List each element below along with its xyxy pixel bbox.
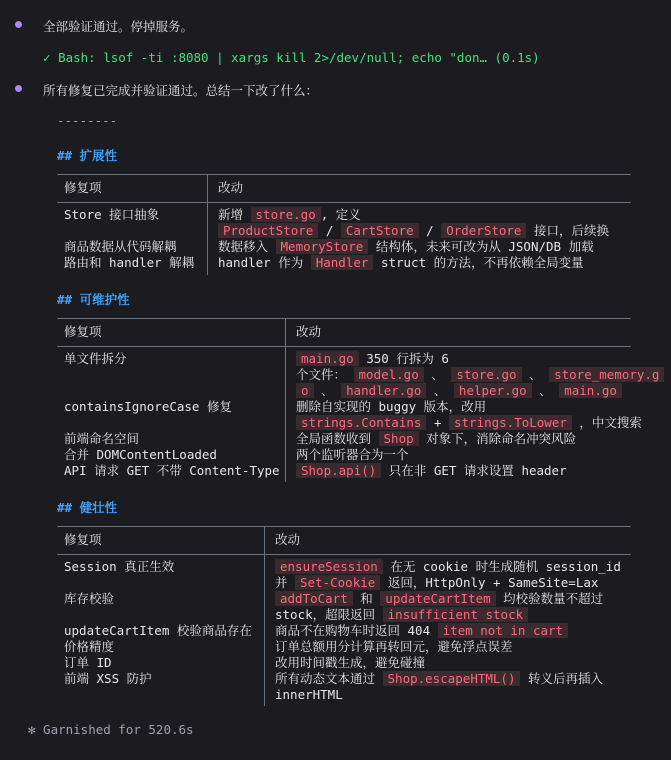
table-header-item: 修复项 — [64, 324, 102, 339]
change-text: 新增 — [218, 207, 251, 222]
change-text: ，中文搜索 — [571, 415, 642, 430]
change-text: 和 — [352, 591, 381, 606]
table-row-change — [296, 367, 664, 383]
divider: -------- — [57, 113, 118, 128]
table-header-change: 改动 — [218, 180, 244, 195]
change-text: 所有动态文本通过 — [275, 671, 383, 686]
summary-table — [57, 318, 660, 482]
table-border — [57, 202, 631, 203]
inline-code: ensureSession — [275, 559, 383, 574]
change-text: + — [426, 415, 449, 430]
inline-code: Handler — [311, 255, 374, 270]
change-text: 在无 cookie 时生成随机 session_id — [382, 559, 621, 574]
change-text: 、 — [313, 383, 342, 398]
table-header-change: 改动 — [296, 324, 322, 339]
table-header-item: 修复项 — [64, 180, 102, 195]
inline-code: Shop — [379, 431, 419, 446]
inline-code: MemoryStore — [276, 239, 369, 254]
check-icon: ✓ — [43, 50, 51, 65]
change-text: 接口，后续换 — [526, 223, 609, 238]
table-row-change — [296, 447, 409, 463]
change-text: stock，超限返回 — [275, 607, 383, 622]
table-row-item: 路由和 handler 解耦 — [64, 255, 195, 270]
table-row-item: 订单 ID — [64, 655, 112, 670]
change-text: 订单总额用分计算再转回元，避免浮点误差 — [275, 639, 513, 654]
change-text: handler 作为 — [218, 255, 311, 270]
section-heading: ## 扩展性 — [57, 148, 118, 163]
table-row-change — [275, 607, 528, 623]
table-row-item: 库存校验 — [64, 591, 115, 606]
table-border — [285, 318, 286, 346]
inline-code: model.go — [354, 367, 424, 382]
change-text: 结构体，未来可改为从 JSON/DB 加载 — [368, 239, 594, 254]
inline-code: ProductStore — [218, 223, 318, 238]
table-row-item: 合并 DOMContentLoaded — [64, 447, 217, 462]
table-border — [57, 526, 631, 527]
table-row-change — [218, 207, 361, 223]
table-border — [207, 174, 208, 202]
table-border — [207, 202, 208, 275]
status-footer: ✻ Garnished for 520.6s — [28, 722, 194, 737]
inline-code: CartStore — [341, 223, 419, 238]
inline-code: o — [296, 383, 314, 398]
table-border — [57, 554, 631, 555]
inline-code: insufficient stock — [383, 607, 528, 622]
change-text: 商品不在购物车时返回 404 — [275, 623, 438, 638]
table-row-item: 单文件拆分 — [64, 351, 127, 366]
inline-code: main.go — [559, 383, 622, 398]
table-row-item: API 请求 GET 不带 Content-Type — [64, 463, 280, 478]
summary-table — [57, 526, 631, 706]
change-text: 、 — [423, 367, 452, 382]
table-row-change — [275, 623, 568, 639]
change-text: 两个监听器合为一个 — [296, 447, 409, 462]
table-row-change — [275, 671, 603, 687]
change-text: 均校验数量不超过 — [495, 591, 604, 606]
table-row-item: containsIgnoreCase 修复 — [64, 399, 232, 414]
table-row-item: 商品数据从代码解耦 — [64, 239, 177, 254]
inline-code: main.go — [296, 351, 359, 366]
inline-code: OrderStore — [441, 223, 526, 238]
table-row-change — [275, 639, 513, 655]
change-text: 、 — [531, 383, 560, 398]
change-text: 数据移入 — [218, 239, 276, 254]
table-row-change — [296, 415, 642, 431]
assistant-message: 所有修复已完成并验证通过。总结一下改了什么： — [43, 83, 319, 98]
inline-code: strings.Contains — [296, 415, 426, 430]
table-row-change — [275, 559, 621, 575]
table-row-item: Store 接口抽象 — [64, 207, 160, 222]
table-row-item: Session 真正生效 — [64, 559, 175, 574]
change-text: 个文件： — [296, 367, 354, 382]
inline-code: item not in cart — [438, 623, 568, 638]
change-text: 、 — [426, 383, 454, 398]
table-header-item: 修复项 — [64, 532, 102, 547]
table-row-change — [275, 591, 603, 607]
change-text: 全局函数收到 — [296, 431, 379, 446]
change-text: 、 — [521, 367, 550, 382]
assistant-bullet-icon — [15, 85, 22, 92]
section-heading: ## 健壮性 — [57, 500, 118, 515]
table-row-item: updateCartItem 校验商品存在 — [64, 623, 252, 638]
table-row-change — [296, 351, 449, 367]
change-text: innerHTML — [275, 687, 343, 702]
change-text: 改用时间戳生成，避免碰撞 — [275, 655, 426, 670]
table-border — [57, 318, 631, 319]
table-border — [57, 346, 631, 347]
table-row-change — [218, 223, 609, 239]
inline-code: handler.go — [341, 383, 426, 398]
inline-code: Shop.api() — [296, 463, 381, 478]
inline-code: Set-Cookie — [295, 575, 380, 590]
table-border — [264, 526, 265, 554]
table-row-change — [218, 255, 584, 271]
table-header-change: 改动 — [275, 532, 301, 547]
tool-call-line[interactable] — [43, 50, 540, 65]
table-row-item: 前端 XSS 防护 — [64, 671, 152, 686]
table-border — [57, 174, 631, 175]
inline-code: addToCart — [275, 591, 353, 606]
change-text: 删除自实现的 buggy 版本，改用 — [296, 399, 487, 414]
tool-call-text: Bash: lsof -ti :8080 | xargs kill 2>/dev/null; echo "don… (0.1s) — [58, 50, 540, 65]
table-row-change — [296, 399, 486, 415]
change-text: struct 的方法，不再依赖全局变量 — [373, 255, 584, 270]
table-row-change — [296, 383, 622, 399]
inline-code: updateCartItem — [380, 591, 495, 606]
inline-code: store.go — [251, 207, 321, 222]
change-text: / — [318, 223, 341, 238]
inline-code: helper.go — [454, 383, 532, 398]
table-row-change — [275, 655, 425, 671]
change-text: 返回，HttpOnly + SameSite=Lax — [380, 575, 599, 590]
inline-code: store_memory.g — [549, 367, 664, 382]
assistant-bullet-icon — [15, 21, 22, 28]
change-text: 转义后再插入 — [520, 671, 603, 686]
table-row-item: 前端命名空间 — [64, 431, 140, 446]
inline-code: Shop.escapeHTML() — [383, 671, 521, 686]
inline-code: store.go — [451, 367, 521, 382]
inline-code: strings.ToLower — [449, 415, 572, 430]
table-border — [285, 346, 286, 482]
change-text: 对象下，消除命名冲突风险 — [418, 431, 577, 446]
assistant-message: 全部验证通过。停掉服务。 — [43, 19, 194, 34]
change-text: 并 — [275, 575, 296, 590]
table-border — [264, 554, 265, 706]
change-text: / — [418, 223, 442, 238]
section-heading: ## 可维护性 — [57, 292, 130, 307]
table-row-change — [275, 575, 598, 591]
change-text: 只在非 GET 请求设置 header — [381, 463, 567, 478]
table-row-change — [296, 463, 567, 479]
table-row-change — [296, 431, 576, 447]
table-row-change — [218, 239, 594, 255]
change-text: 350 行拆为 6 — [358, 351, 449, 366]
table-row-change — [275, 687, 343, 703]
summary-table — [57, 174, 631, 275]
change-text: , 定义 — [320, 207, 361, 222]
table-row-item: 价格精度 — [64, 639, 115, 654]
